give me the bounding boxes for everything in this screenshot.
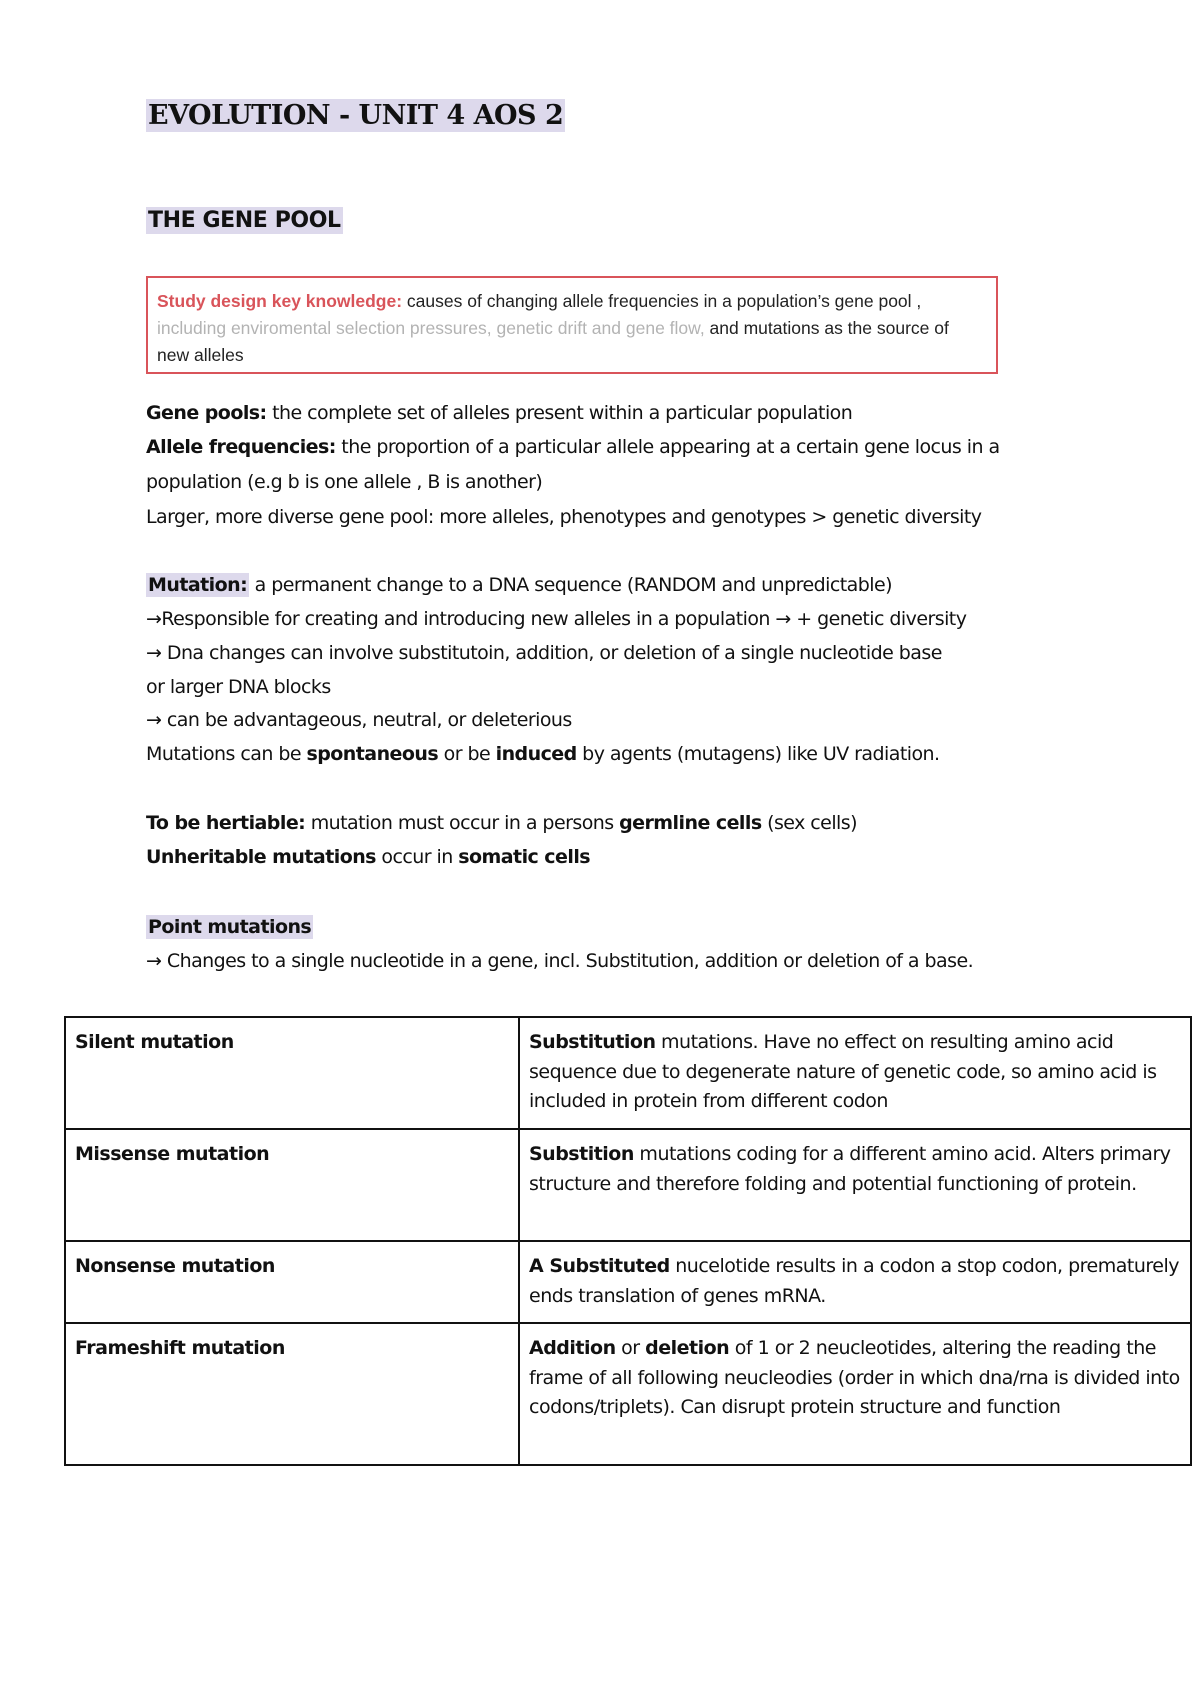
mutation-description-cell: Substition mutations coding for a different amino acid. Alters primary structure and therefore folding and potential functioning of protein.	[519, 1129, 1191, 1241]
mutation-definition: Mutation: a permanent change to a DNA sequence (RANDOM and unpredictable)	[148, 574, 892, 596]
mutation-name-cell: Silent mutation	[65, 1017, 519, 1129]
key-knowledge-box	[146, 276, 998, 374]
mutation-line-2: → Dna changes can involve substitutoin, addition, or deletion of a single nucleotide base	[146, 642, 942, 664]
mutation-description-cell: A Substituted nucelotide results in a codon a stop codon, prematurely ends translation of genes mRNA.	[519, 1241, 1191, 1323]
mutation-line-1: →Responsible for creating and introducing new alleles in a population → + genetic diversity	[146, 608, 967, 630]
section-title: THE GENE POOL	[148, 208, 341, 233]
mutation-line-5: Mutations can be spontaneous or be induced by agents (mutagens) like UV radiation.	[146, 743, 940, 765]
table-row	[65, 1129, 1191, 1241]
mutation-types-table	[64, 1016, 1192, 1466]
key-knowledge-muted-text: including enviromental selection pressures, genetic drift and gene flow,	[157, 318, 705, 338]
mutation-name-cell: Nonsense mutation	[65, 1241, 519, 1323]
key-knowledge-text-end: and mutations as the source of new alleles	[157, 318, 949, 365]
mutation-line-3: or larger DNA blocks	[146, 676, 331, 698]
unheritable-definition: Unheritable mutations occur in somatic cells	[146, 846, 591, 868]
table-row	[65, 1017, 1191, 1129]
mutation-line-4: → can be advantageous, neutral, or deleterious	[146, 709, 572, 731]
key-knowledge-label: Study design key knowledge:	[157, 291, 403, 311]
table-row	[65, 1323, 1191, 1465]
mutation-name-cell: Missense mutation	[65, 1129, 519, 1241]
table-row	[65, 1241, 1191, 1323]
heritable-definition: To be hertiable: mutation must occur in a persons germline cells (sex cells)	[146, 812, 857, 834]
mutation-description-cell: Addition or deletion of 1 or 2 neucleotides, altering the reading the frame of all following neucleodies (order in which dna/rna is divided into codons/triplets). Can disrupt protein structure and function	[519, 1323, 1191, 1465]
allele-frequencies-continuation: population (e.g b is one allele , B is another)	[146, 471, 543, 493]
mutation-description-cell: Substitution mutations. Have no effect on resulting amino acid sequence due to degenerate nature of genetic code, so amino acid is included in protein from different codon	[519, 1017, 1191, 1129]
mutation-name-cell: Frameshift mutation	[65, 1323, 519, 1465]
key-knowledge-text: causes of changing allele frequencies in a population’s gene pool ,	[402, 291, 922, 311]
point-mutations-heading: Point mutations	[148, 916, 312, 938]
document-title: EVOLUTION - UNIT 4 AOS 2	[148, 100, 564, 131]
allele-frequencies-definition: Allele frequencies: the proportion of a particular allele appearing at a certain gene locus in a	[146, 436, 1000, 458]
gene-pools-definition: Gene pools: the complete set of alleles present within a particular population	[146, 402, 853, 424]
point-mutations-text: → Changes to a single nucleotide in a gene, incl. Substitution, addition or deletion of a base.	[146, 950, 974, 972]
gene-pool-diversity-line: Larger, more diverse gene pool: more alleles, phenotypes and genotypes > genetic diversity	[146, 506, 982, 528]
